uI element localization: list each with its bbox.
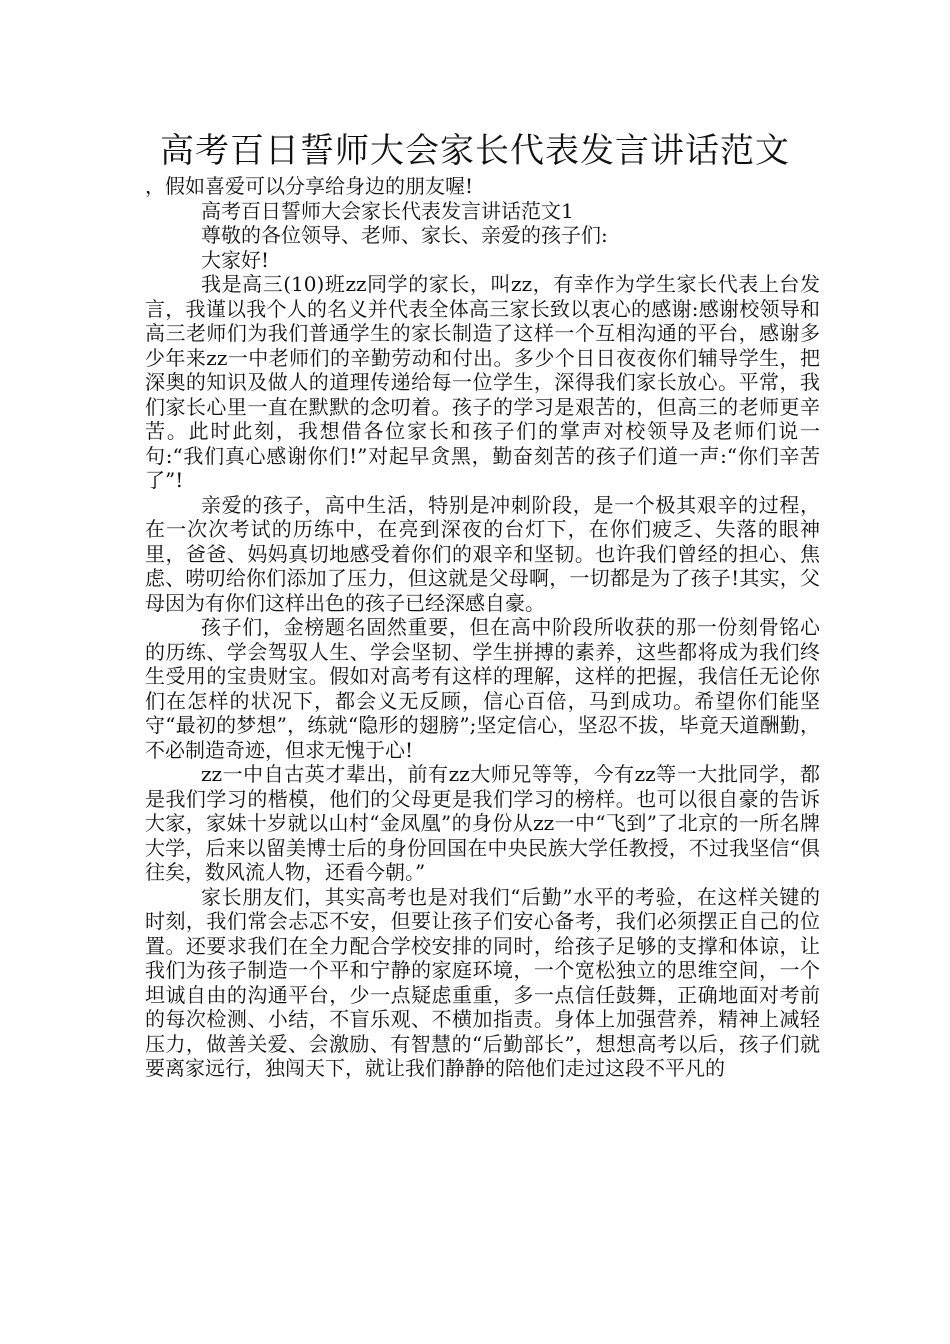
salutation-line: 尊敬的各位领导、老师、家长、亲爱的孩子们: (201, 223, 608, 247)
greeting-line: 大家好! (201, 247, 270, 272)
body-paragraph: 亲爱的孩子，高中生活，特别是冲刺阶段，是一个极其艰辛的过程，在一次次考试的历练中，在亮到深夜的台灯下，在你们疲乏、失落的眼神里，爸爸、妈妈真切地感受着你们的艰辛和坚韧。也许我们曾经的担心、焦虑、唠叨给你们添加了压力，但这就是父母啊，一切都是为了孩子!其实，父母因为有你们这样出色的孩子已经深感自豪。 (145, 492, 820, 615)
subtitle-line: 高考百日誓师大会家长代表发言讲话范文1 (201, 198, 574, 223)
document-title: 高考百日誓师大会家长代表发言讲话范文 (160, 131, 790, 171)
document-body (145, 174, 820, 1081)
body-paragraph: zz一中自古英才辈出，前有zz大师兄等等，今有zz等一大批同学，都是我们学习的楷模，他们的父母更是我们学习的榜样。也可以很自豪的告诉大家，家妹十岁就以山村“金凤凰”的身份从zz一中“飞到”了北京的一所名牌大学，后来以留美博士后的身份回国在中央民族大学任教授，不过我坚信“俱往矣，数风流人物，还看今朝。” (145, 762, 820, 884)
body-paragraph: 孩子们，金榜题名固然重要，但在高中阶段所收获的那一份刻骨铭心的历练、学会驾驭人生、学会坚韧、学生拼搏的素养，这些都将成为我们终生受用的宝贵财宝。假如对高考有这样的理解，这样的把握，我信任无论你们在怎样的状况下，都会义无反顾，信心百倍，马到成功。希望你们能坚守“最初的梦想”，练就“隐形的翅膀”;坚定信心，坚忍不拔，毕竟天道酬勤，不必制造奇迹，但求无愧于心! (145, 615, 820, 762)
intro-line: ，假如喜爱可以分享给身边的朋友喔! (145, 174, 474, 198)
body-paragraph: 我是高三(10)班zz同学的家长，叫zz，有幸作为学生家长代表上台发言，我谨以我个人的名义并代表全体高三家长致以衷心的感谢:感谢校领导和高三老师们为我们普通学生的家长制造了这样一个互相沟通的平台，感谢多少年来zz一中老师们的辛勤劳动和付出。多少个日日夜夜你们辅导学生，把深奥的知识及做人的道理传递给每一位学生，深得我们家长放心。平常，我们家长心里一直在默默的念叨着。孩子的学习是艰苦的，但高三的老师更辛苦。此时此刻，我想借各位家长和孩子们的掌声对校领导及老师们说一句:“我们真心感谢你们!”对起早贪黑，勤奋刻苦的孩子们道一声:“你们辛苦了”! (145, 272, 820, 492)
body-paragraph: 家长朋友们，其实高考也是对我们“后勤”水平的考验，在这样关键的时刻，我们常会忐忑不安，但要让孩子们安心备考，我们必须摆正自己的位置。还要求我们在全力配合学校安排的同时，给孩子足够的支撑和体谅，让我们为孩子制造一个平和宁静的家庭环境，一个宽松独立的思维空间，一个坦诚自由的沟通平台，少一点疑虑重重，多一点信任鼓舞，正确地面对考前的每次检测、小结，不盲乐观、不横加指责。身体上加强营养，精神上减轻压力，做善关爱、会激励、有智慧的“后勤部长”，想想高考以后，孩子们就要离家远行，独闯天下，就让我们静静的陪他们走过这段不平凡的 (145, 884, 820, 1080)
document-page (145, 128, 820, 1081)
